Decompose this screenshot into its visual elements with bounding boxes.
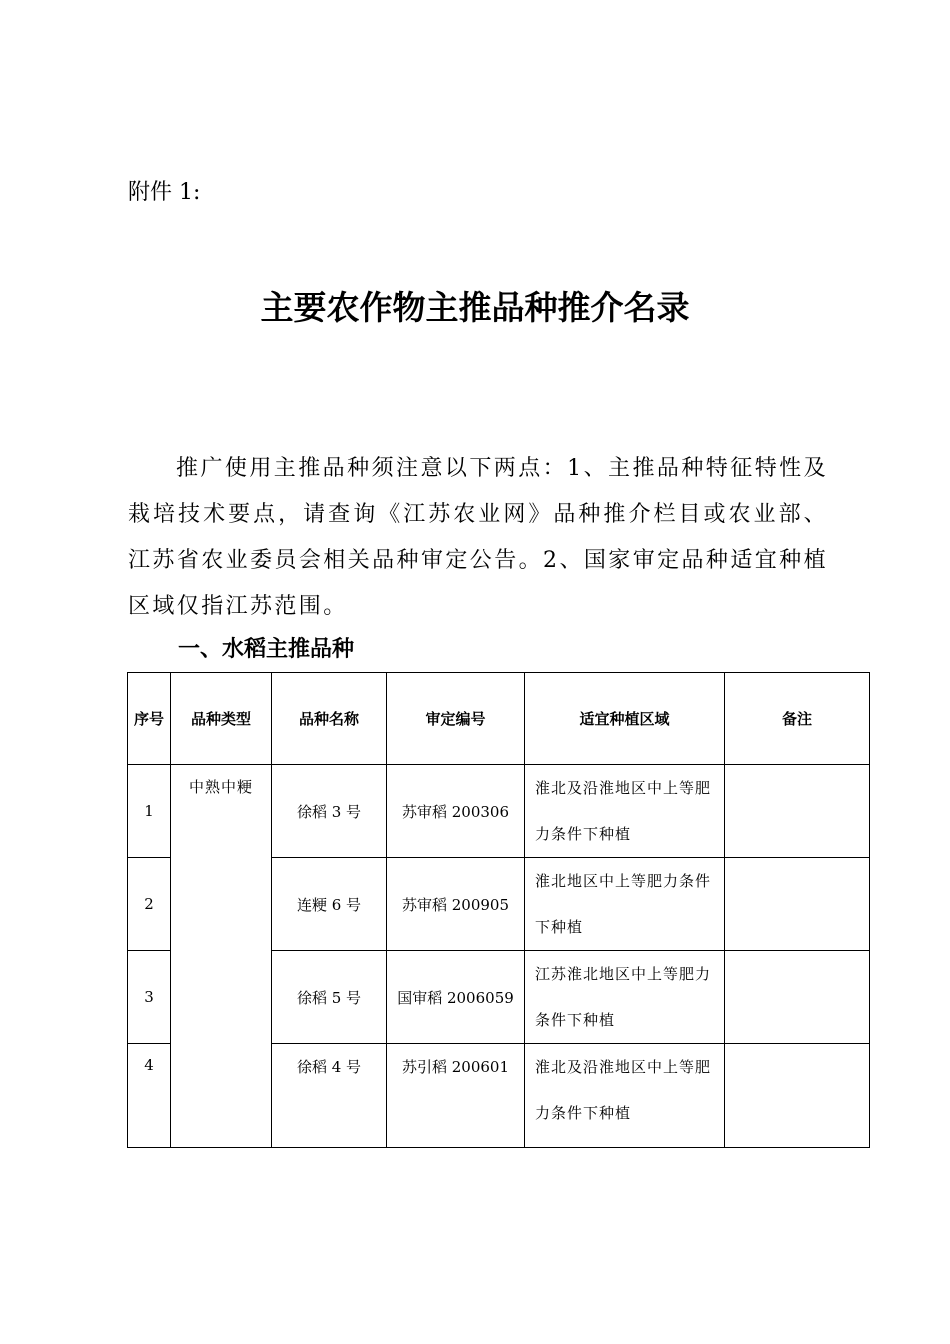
variety-type-cell: 中熟中粳 (171, 765, 272, 1148)
table-row (128, 765, 870, 858)
row-name: 徐稻 4 号 (272, 1044, 387, 1148)
row-seq: 1 (128, 765, 171, 858)
row-note (725, 858, 870, 951)
row-approval: 苏引稻 200601 (387, 1044, 525, 1148)
row-seq: 4 (128, 1044, 171, 1148)
row-region: 江苏淮北地区中上等肥力条件下种植 (525, 951, 725, 1044)
intro-paragraph: 推广使用主推品种须注意以下两点：1、主推品种特征特性及栽培技术要点，请查询《江苏农业网》品种推介栏目或农业部、江苏省农业委员会相关品种审定公告。2、国家审定品种适宜种植区域仅指江苏范围。 (128, 456, 828, 619)
header-seq: 序号 (128, 673, 171, 765)
row-approval: 苏审稻 200306 (387, 765, 525, 858)
attachment-label: 附件 1: (128, 180, 201, 205)
row-approval: 国审稻 2006059 (387, 951, 525, 1044)
row-name: 徐稻 3 号 (272, 765, 387, 858)
row-region: 淮北及沿淮地区中上等肥力条件下种植 (525, 765, 725, 858)
section-heading-rice: 一、水稻主推品种 (178, 637, 355, 662)
page-title: 主要农作物主推品种推介名录 (260, 288, 690, 327)
row-region: 淮北及沿淮地区中上等肥力条件下种植 (525, 1044, 725, 1148)
header-type: 品种类型 (171, 673, 272, 765)
row-note (725, 765, 870, 858)
header-name: 品种名称 (272, 673, 387, 765)
row-approval: 苏审稻 200905 (387, 858, 525, 951)
row-seq: 3 (128, 951, 171, 1044)
row-name: 连粳 6 号 (272, 858, 387, 951)
rice-varieties-table (127, 672, 870, 1148)
header-region: 适宜种植区域 (525, 673, 725, 765)
row-seq: 2 (128, 858, 171, 951)
table-header-row (128, 673, 870, 765)
row-note (725, 951, 870, 1044)
row-name: 徐稻 5 号 (272, 951, 387, 1044)
header-note: 备注 (725, 673, 870, 765)
row-note (725, 1044, 870, 1148)
header-approval: 审定编号 (387, 673, 525, 765)
row-region: 淮北地区中上等肥力条件下种植 (525, 858, 725, 951)
